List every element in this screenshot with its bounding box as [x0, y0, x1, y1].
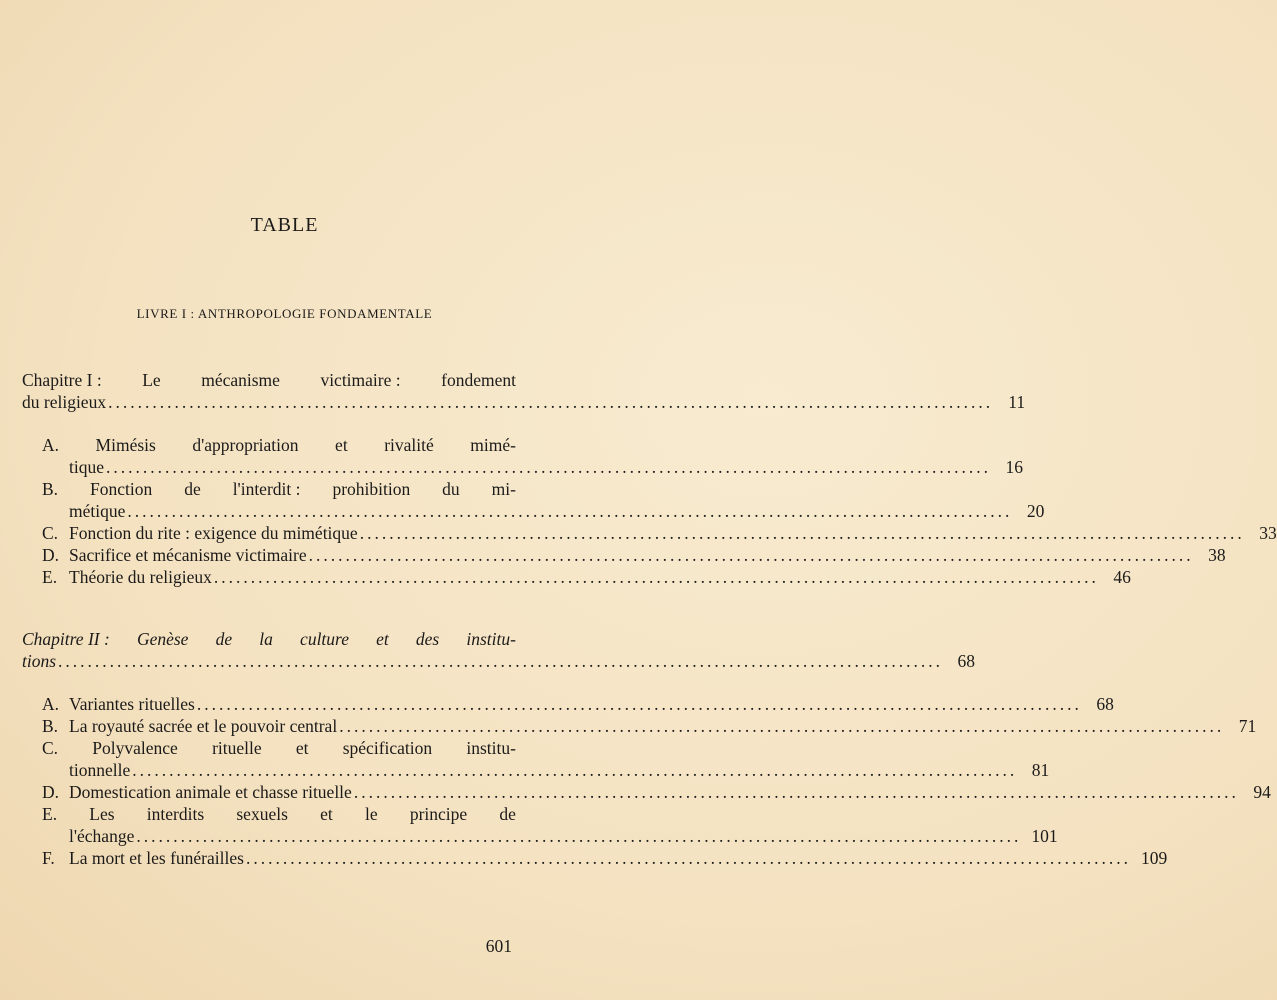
word: sexuels — [236, 804, 288, 824]
section-letter: D. — [42, 545, 60, 565]
section-page: 33 — [1259, 523, 1277, 543]
word: Chapitre I : — [22, 370, 102, 390]
word: Les — [89, 804, 115, 824]
leader-dots: ........................................................................................................................ — [108, 392, 994, 412]
word: institu- — [466, 738, 516, 758]
word: principe — [409, 804, 468, 824]
section-letter: F. — [42, 848, 55, 868]
section-letter: B. — [42, 716, 59, 736]
chapter-2-heading-line2[interactable] — [22, 650, 976, 672]
leader-dots: ........................................................................................................................ — [308, 545, 1194, 565]
word: fondement — [441, 370, 516, 390]
leader-dots: ........................................................................................................................ — [359, 523, 1245, 543]
leader-dots: ........................................................................................................................ — [196, 694, 1082, 714]
leader-dots: ........................................................................................................................ — [106, 457, 991, 477]
leader-dots: ........................................................................................................................ — [339, 716, 1225, 736]
word: victimaire : — [320, 370, 401, 390]
word: Mimésis — [95, 435, 156, 455]
section-title-end: tique — [69, 457, 104, 477]
word: interdits — [146, 804, 205, 824]
section-2a[interactable] — [42, 693, 1114, 715]
chapter-1-title-end: du religieux — [22, 392, 107, 412]
word: la — [259, 629, 273, 649]
section-2d[interactable] — [42, 781, 1271, 803]
word: Le — [142, 370, 161, 390]
section-page: 94 — [1253, 782, 1271, 802]
word: prohibition — [332, 479, 411, 499]
word: Fonction — [90, 479, 153, 499]
section-title: Fonction du rite : exigence du mimétique — [69, 523, 358, 543]
section-1e[interactable] — [42, 566, 1131, 588]
word: Genèse — [136, 629, 189, 649]
section-page: 46 — [1113, 567, 1131, 587]
section-letter: E. — [42, 567, 58, 587]
word: Polyvalence — [92, 738, 178, 758]
section-2f[interactable] — [42, 847, 1168, 869]
book-heading: LIVRE I : ANTHROPOLOGIE FONDAMENTALE — [136, 306, 433, 321]
section-title: Variantes rituelles — [69, 694, 195, 714]
leader-dots: ........................................................................................................................ — [353, 782, 1239, 802]
word: spécification — [342, 738, 433, 758]
page-number: 601 — [485, 936, 512, 956]
word: rivalité — [384, 435, 434, 455]
section-page: 20 — [1026, 501, 1045, 521]
section-page: 68 — [1096, 694, 1114, 714]
section-letter: A. — [42, 694, 60, 714]
section-1b-line1 — [42, 478, 516, 500]
section-title: Théorie du religieux — [69, 567, 212, 587]
section-title: La mort et les funérailles — [69, 848, 244, 868]
chapter-2-heading-line1 — [22, 628, 516, 650]
word: institu- — [466, 629, 516, 649]
leader-dots: ........................................................................................................................ — [136, 826, 1022, 846]
section-title-end: l'échange — [69, 826, 135, 846]
section-2e-line2[interactable] — [42, 825, 1058, 847]
word: rituelle — [212, 738, 262, 758]
chapter-1-heading-line1 — [22, 369, 516, 391]
section-letter: C. — [42, 523, 59, 543]
section-page: 71 — [1238, 716, 1257, 736]
word: des — [415, 629, 440, 649]
chapter-2-title-end: tions — [22, 651, 57, 671]
word: l'interdit : — [232, 479, 301, 499]
section-2b[interactable] — [42, 715, 1257, 737]
word: le — [364, 804, 378, 824]
leader-dots: ........................................................................................................................ — [58, 651, 944, 671]
word: et — [335, 435, 348, 455]
word: culture — [300, 629, 349, 649]
chapter-1-page: 11 — [1008, 392, 1026, 412]
word: et — [295, 738, 309, 758]
section-1a-line2[interactable] — [42, 456, 1023, 478]
word: de — [215, 629, 233, 649]
chapter-2-page: 68 — [957, 651, 976, 671]
section-page: 38 — [1208, 545, 1226, 565]
section-page: 81 — [1031, 760, 1050, 780]
section-letter: B. — [42, 479, 59, 499]
word: du — [442, 479, 460, 499]
section-title-end: tionnelle — [69, 760, 131, 780]
section-page: 109 — [1140, 848, 1168, 868]
leader-dots: ........................................................................................................................ — [127, 501, 1013, 521]
section-letter: D. — [42, 782, 60, 802]
leader-dots: ........................................................................................................................ — [132, 760, 1018, 780]
section-1c[interactable] — [42, 522, 1277, 544]
leader-dots: ........................................................................................................................ — [213, 567, 1099, 587]
section-1d[interactable] — [42, 544, 1226, 566]
word: et — [320, 804, 333, 824]
word: et — [376, 629, 389, 649]
section-page: 101 — [1031, 826, 1058, 846]
leader-dots: ........................................................................................................................ — [245, 848, 1131, 868]
section-title: Domestication animale et chasse rituelle — [69, 782, 352, 802]
section-2c-line2[interactable] — [42, 759, 1050, 781]
word: mimé- — [470, 435, 516, 455]
section-title: La royauté sacrée et le pouvoir central — [69, 716, 338, 736]
word: Chapitre II : — [22, 629, 110, 649]
page-title: TABLE — [250, 214, 319, 236]
section-2e-line1 — [42, 803, 516, 825]
section-letter: E. — [42, 804, 58, 824]
section-letter: C. — [42, 738, 59, 758]
section-letter: A. — [42, 435, 60, 455]
section-page: 16 — [1005, 457, 1023, 477]
section-title: Sacrifice et mécanisme victimaire — [69, 545, 307, 565]
section-2c-line1 — [42, 737, 516, 759]
section-1b-line2[interactable] — [42, 500, 1045, 522]
section-1a-line1 — [42, 434, 516, 456]
word: mécanisme — [201, 370, 280, 390]
word: mi- — [491, 479, 516, 499]
section-title-end: métique — [69, 501, 126, 521]
word: de — [184, 479, 201, 499]
word: d'appropriation — [192, 435, 299, 455]
word: de — [499, 804, 516, 824]
chapter-1-heading-line2[interactable] — [22, 391, 1026, 413]
